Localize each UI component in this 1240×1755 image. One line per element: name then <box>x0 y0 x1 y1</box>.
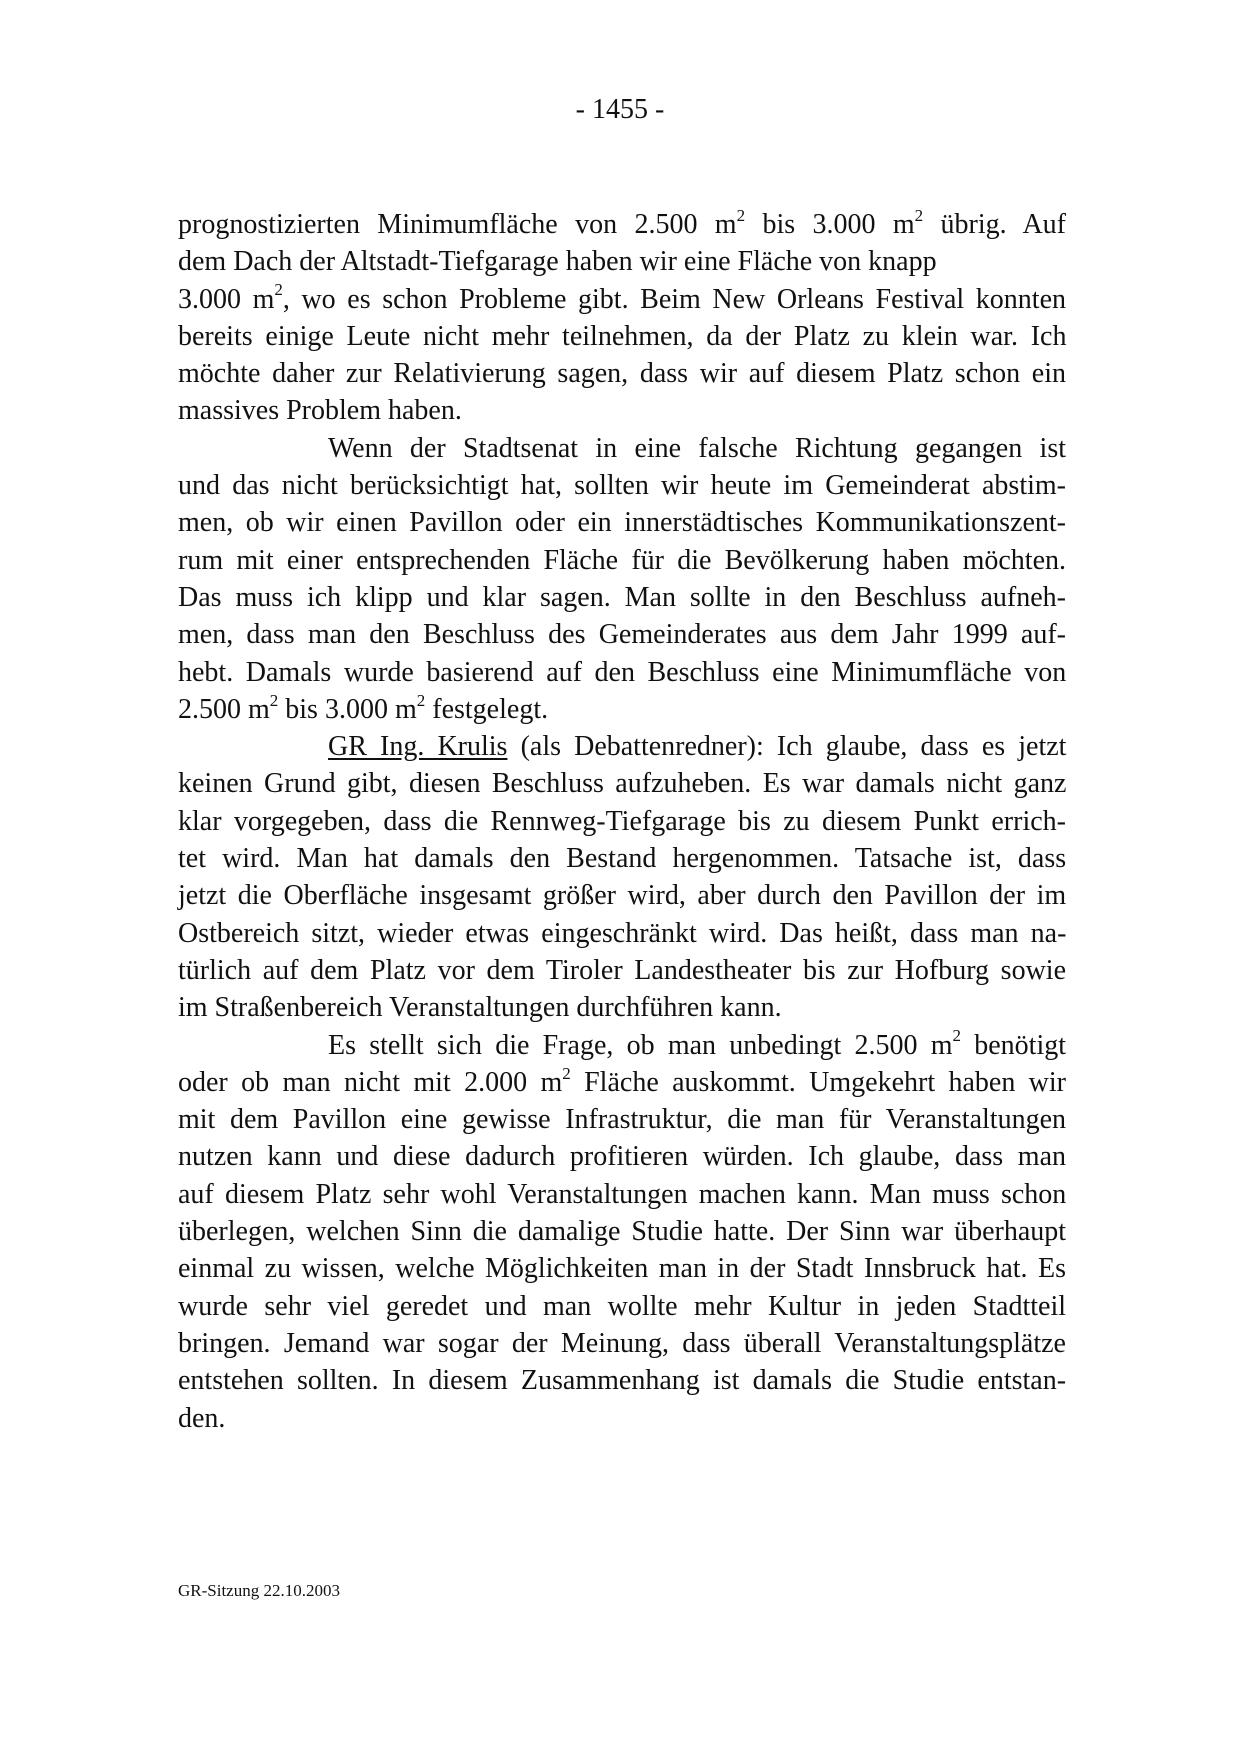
superscript: 2 <box>416 690 426 710</box>
text-line: klar vorgegeben, dass die Rennweg-Tiefgarage bis zu diesem Punkt errich- <box>178 805 1066 837</box>
text-line: Es stellt sich die Frage, ob man unbedingt 2.500 $m^2$ benötigt <box>328 1026 1067 1061</box>
text-line: rum mit einer entsprechenden Fläche für die Bevölkerung haben möchten. <box>178 544 1066 576</box>
paragraph-4 <box>178 1027 1066 1437</box>
text-line: Ostbereich sitzt, wieder etwas eingeschränkt wird. Das heißt, dass man na- <box>178 917 1067 949</box>
superscript: 2 <box>736 205 746 225</box>
superscript: 2 <box>914 205 924 225</box>
text-line: bringen. Jemand war sogar der Meinung, dass überall Veranstaltungsplätze <box>178 1327 1066 1359</box>
text-line: 2.500 $m^2$ bis 3.000 $m^2$ festgelegt. <box>178 690 549 725</box>
text-line: im Straßenbereich Veranstaltungen durchführen kann. <box>178 992 782 1024</box>
text-line: den. <box>178 1402 226 1434</box>
text-line: dem Dach der Altstadt-Tiefgarage haben wir eine Fläche von knapp <box>178 246 937 278</box>
text-line: bereits einige Leute nicht mehr teilnehmen, da der Platz zu klein war. Ich <box>178 320 1067 352</box>
text-line: einmal zu wissen, welche Möglichkeiten man in der Stadt Innsbruck hat. Es <box>178 1253 1066 1285</box>
footer-session-date: GR-Sitzung 22.10.2003 <box>178 1581 340 1600</box>
text-line: oder ob man nicht mit 2.000 $m^2$ Fläche auskommt. Umgekehrt haben wir <box>178 1063 1067 1098</box>
text-line: auf diesem Platz sehr wohl Veranstaltungen machen kann. Man muss schon <box>178 1178 1067 1210</box>
text-line: nutzen kann und diese dadurch profitieren würden. Ich glaube, dass man <box>178 1141 1066 1173</box>
text-line: Das muss ich klipp und klar sagen. Man sollte in den Beschluss aufneh- <box>178 581 1066 613</box>
text-line: prognostizierten Minimumfläche von 2.500 $m^2$ bis 3.000 $m^2$ übrig. Auf <box>178 205 1066 240</box>
text-line: türlich auf dem Platz vor dem Tiroler Landestheater bis zur Hofburg sowie <box>178 954 1066 986</box>
text-line: möchte daher zur Relativierung sagen, dass wir auf diesem Platz schon ein <box>178 358 1066 390</box>
speaker-name: GR Ing. Krulis <box>328 731 508 763</box>
text-line: wurde sehr viel geredet und man wollte mehr Kultur in jeden Stadtteil <box>178 1290 1066 1322</box>
text-line: Wenn der Stadtsenat in eine falsche Richtung gegangen ist <box>328 432 1066 464</box>
superscript: 2 <box>274 280 283 300</box>
text-line: hebt. Damals wurde basierend auf den Beschluss eine Minimumfläche von <box>178 656 1067 688</box>
paragraph-1 <box>178 206 1066 430</box>
text-line: keinen Grund gibt, diesen Beschluss aufzuheben. Es war damals nicht ganz <box>178 768 1067 800</box>
paragraph-2 <box>178 430 1066 728</box>
text-line: men, dass man den Beschluss des Gemeinderates aus dem Jahr 1999 auf- <box>178 619 1066 651</box>
text-line: entstehen sollten. In diesem Zusammenhang ist damals die Studie entstan- <box>178 1365 1067 1397</box>
paragraph-3 <box>178 728 1066 1026</box>
text-line: und das nicht berücksichtigt hat, sollten wir heute im Gemeinderat abstim- <box>178 470 1066 502</box>
text-line: jetzt die Oberfläche insgesamt größer wird, aber durch den Pavillon der im <box>178 880 1067 912</box>
text-line: massives Problem haben. <box>178 395 462 427</box>
text-line: überlegen, welchen Sinn die damalige Studie hatte. Der Sinn war überhaupt <box>178 1216 1067 1248</box>
text-line: 3.000 $m^2$, wo es schon Probleme gibt. Beim New Orleans Festival konnten <box>178 280 1066 315</box>
body-text <box>178 206 1066 1437</box>
text-line: mit dem Pavillon eine gewisse Infrastruktur, die man für Veranstaltungen <box>178 1104 1066 1136</box>
text-line: tet wird. Man hat damals den Bestand hergenommen. Tatsache ist, dass <box>178 843 1067 875</box>
text-line: men, ob wir einen Pavillon oder ein innerstädtisches Kommunikationszent- <box>178 507 1066 539</box>
superscript: 2 <box>952 1026 962 1046</box>
text-line: GR Ing. Krulis (als Debattenredner): Ich glaube, dass es jetzt <box>328 731 1067 763</box>
superscript: 2 <box>269 690 279 710</box>
page-number: - 1455 - <box>575 94 665 125</box>
superscript: 2 <box>562 1063 571 1083</box>
